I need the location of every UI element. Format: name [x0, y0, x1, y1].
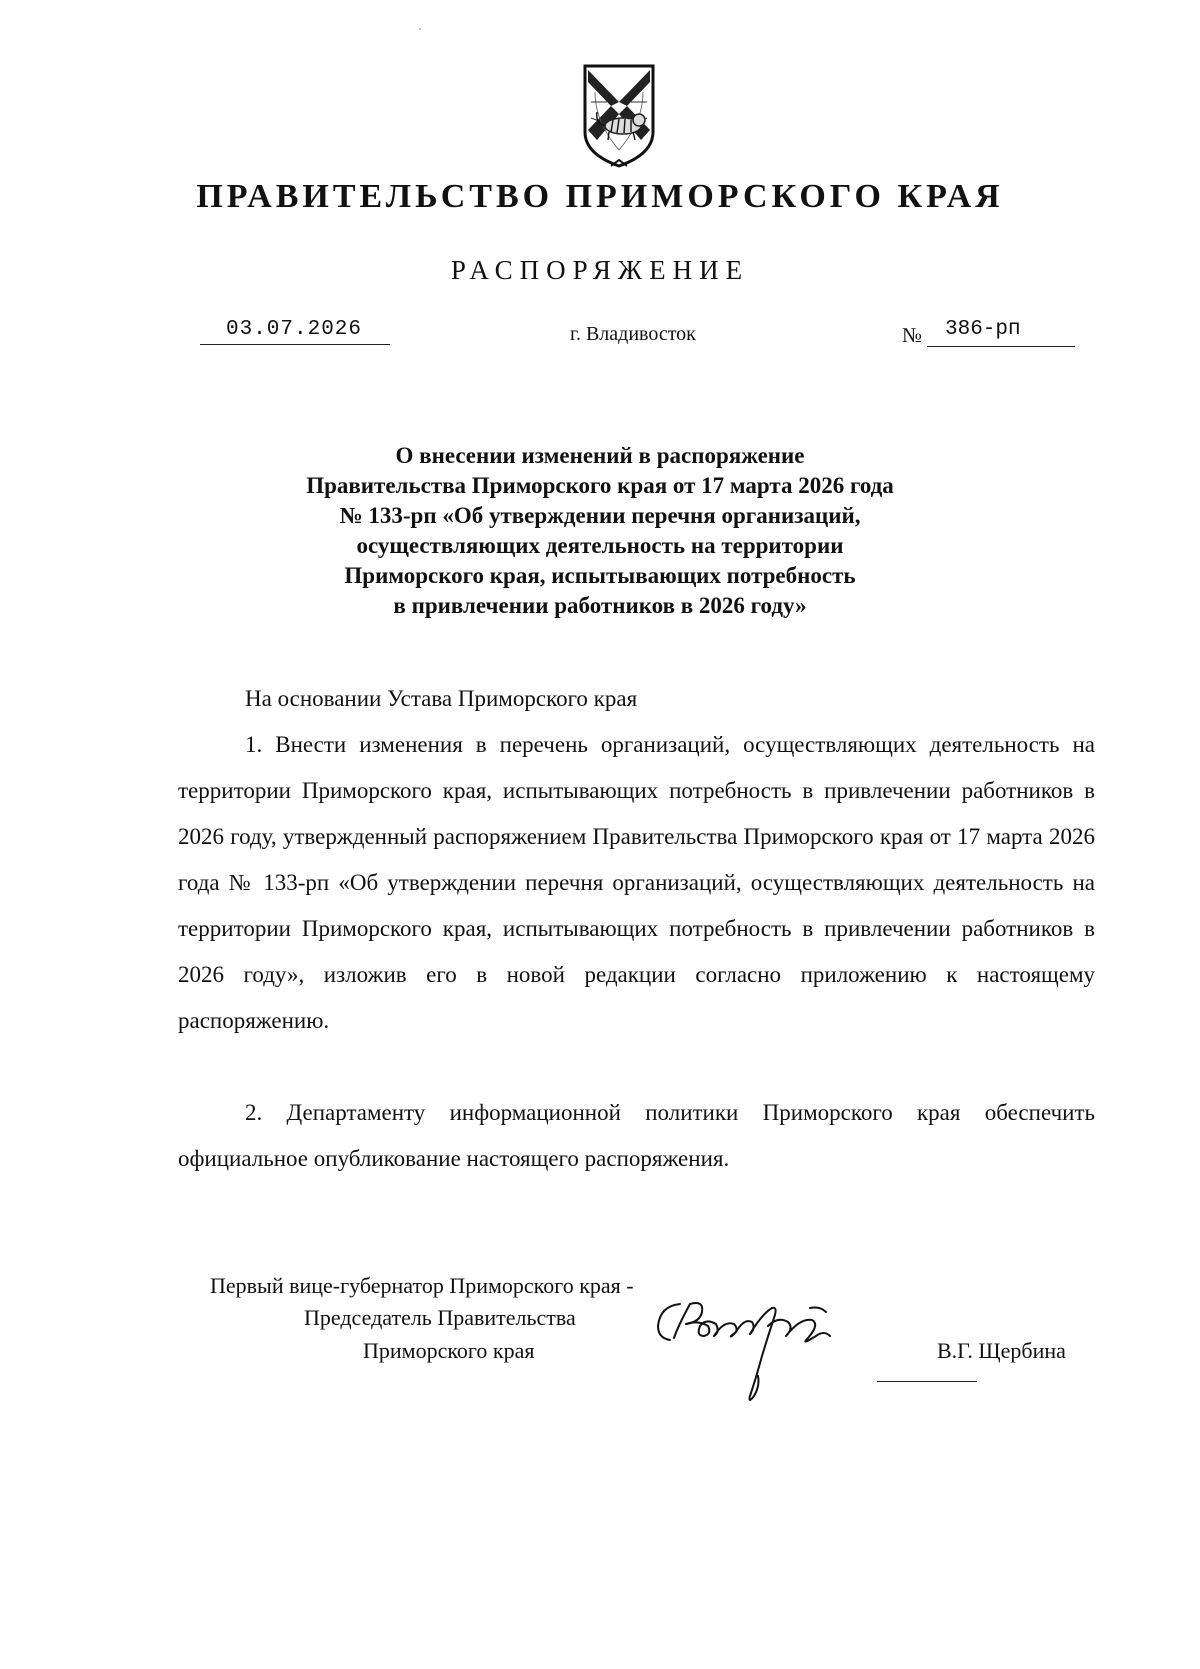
- signer-position-line-1: Первый вице-губернатор Приморского края -: [210, 1273, 634, 1298]
- coat-of-arms-icon: [581, 62, 657, 170]
- legal-basis: На основании Устава Приморского края: [245, 686, 638, 711]
- date-underline: [200, 344, 390, 345]
- document-subject: [0, 441, 1200, 621]
- document-number: 386-рп: [945, 318, 1021, 341]
- subject-line: № 133-рп «Об утверждении перечня организаций,: [339, 503, 861, 528]
- signer-position-line-2: Председатель Правительства: [304, 1305, 576, 1330]
- subject-line: Правительства Приморского края от 17 марта 2026 года: [306, 473, 894, 498]
- subject-line: осуществляющих деятельность на территории: [356, 533, 844, 558]
- city: г. Владивосток: [570, 323, 696, 345]
- government-title: ПРАВИТЕЛЬСТВО ПРИМОРСКОГО КРАЯ: [196, 178, 1004, 215]
- signer-position-line-3: Приморского края: [363, 1338, 535, 1363]
- signature-underline: [877, 1381, 977, 1382]
- subject-line: Приморского края, испытывающих потребность: [344, 563, 856, 588]
- document-date: 03.07.2026: [225, 318, 363, 341]
- handwritten-signature-icon: [650, 1296, 880, 1416]
- paragraph-1: 1. Внести изменения в перечень организаций, осуществляющих деятельность на территории Приморского края, испытывающих потребность в привлечении работников в 2026 году, утвержденный распоряжением Правительства Приморского края от 17 марта 2026 года № 133-рп «Об утверждении перечня организаций, осуществляющих деятельность на территории Приморского края, испытывающих потребность в привлечении работников в 2026 году», изложив его в новой редакции согласно приложению к настоящему распоряжению.: [178, 732, 1095, 1033]
- paragraph-2: 2. Департаменту информационной политики Приморского края обеспечить официальное опубликование настоящего распоряжения.: [178, 1100, 1095, 1171]
- signer-name: В.Г. Щербина: [937, 1338, 1066, 1363]
- subject-line: О внесении изменений в распоряжение: [395, 443, 805, 468]
- subject-line: в привлечении работников в 2026 году»: [393, 593, 807, 618]
- scan-speck: [419, 28, 421, 30]
- number-underline: [927, 346, 1075, 347]
- number-sign: №: [902, 323, 923, 347]
- document-type: РАСПОРЯЖЕНИЕ: [450, 255, 750, 285]
